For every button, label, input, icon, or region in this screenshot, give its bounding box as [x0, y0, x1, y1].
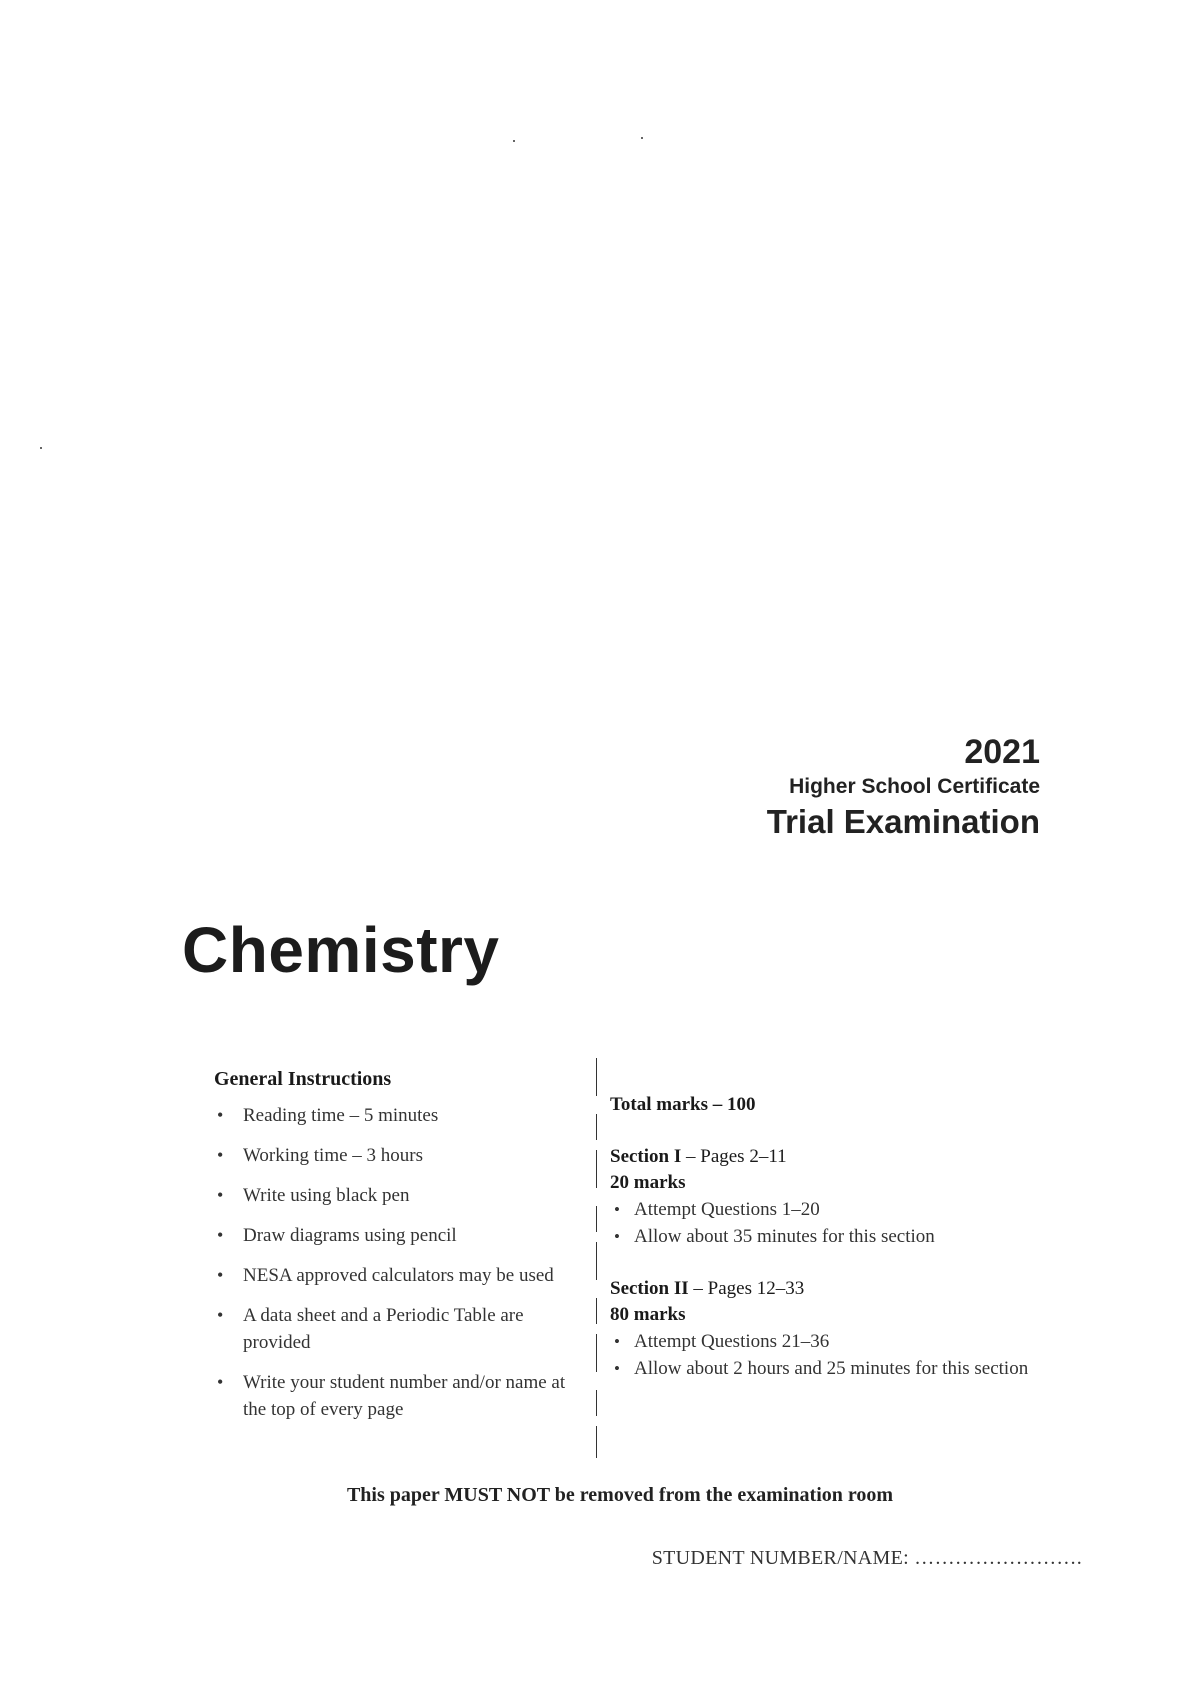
section-pages: – Pages 12–33	[688, 1278, 805, 1299]
removal-notice: This paper MUST NOT be removed from the examination room	[346, 1484, 894, 1506]
section-two	[610, 1276, 1050, 1382]
section-title	[610, 1144, 1050, 1170]
section-list	[610, 1328, 1050, 1382]
section-pages: – Pages 2–11	[681, 1146, 787, 1167]
list-item: • A data sheet and a Periodic Table are provided	[214, 1302, 574, 1356]
total-marks: Total marks – 100	[610, 1094, 756, 1115]
list-item: • Attempt Questions 1–20	[610, 1196, 1050, 1223]
section-list	[610, 1196, 1050, 1250]
subject-title: Chemistry	[182, 914, 500, 986]
student-number-field: STUDENT NUMBER/NAME: …………………….	[651, 1547, 1082, 1569]
instructions-heading: General Instructions	[214, 1068, 392, 1090]
section-one	[610, 1144, 1050, 1250]
scan-speck	[40, 447, 42, 449]
general-instructions	[214, 1066, 574, 1436]
instructions-list	[214, 1102, 574, 1423]
exam-name: Trial Examination	[766, 803, 1040, 840]
list-item: • Reading time – 5 minutes	[214, 1102, 574, 1129]
marks-summary	[610, 1092, 1050, 1408]
list-item: • Allow about 35 minutes for this section	[610, 1223, 1050, 1250]
list-item: • Write using black pen	[214, 1182, 574, 1209]
list-item: • Working time – 3 hours	[214, 1142, 574, 1169]
list-item: • Draw diagrams using pencil	[214, 1222, 574, 1249]
scan-speck	[513, 140, 515, 142]
exam-year: 2021	[964, 733, 1040, 771]
section-name: Section II	[610, 1278, 689, 1299]
exam-title-block	[767, 732, 1040, 842]
section-marks: 80 marks	[610, 1304, 686, 1325]
section-name: Section I	[610, 1146, 682, 1167]
column-divider	[596, 1058, 597, 1458]
scan-speck	[641, 137, 643, 139]
list-item: • Allow about 2 hours and 25 minutes for this section	[610, 1355, 1050, 1382]
certificate-name: Higher School Certificate	[789, 775, 1040, 798]
section-marks: 20 marks	[610, 1172, 686, 1193]
section-title	[610, 1276, 1050, 1302]
list-item: • Write your student number and/or name at the top of every page	[214, 1369, 574, 1423]
list-item: • NESA approved calculators may be used	[214, 1262, 574, 1289]
list-item: • Attempt Questions 21–36	[610, 1328, 1050, 1355]
